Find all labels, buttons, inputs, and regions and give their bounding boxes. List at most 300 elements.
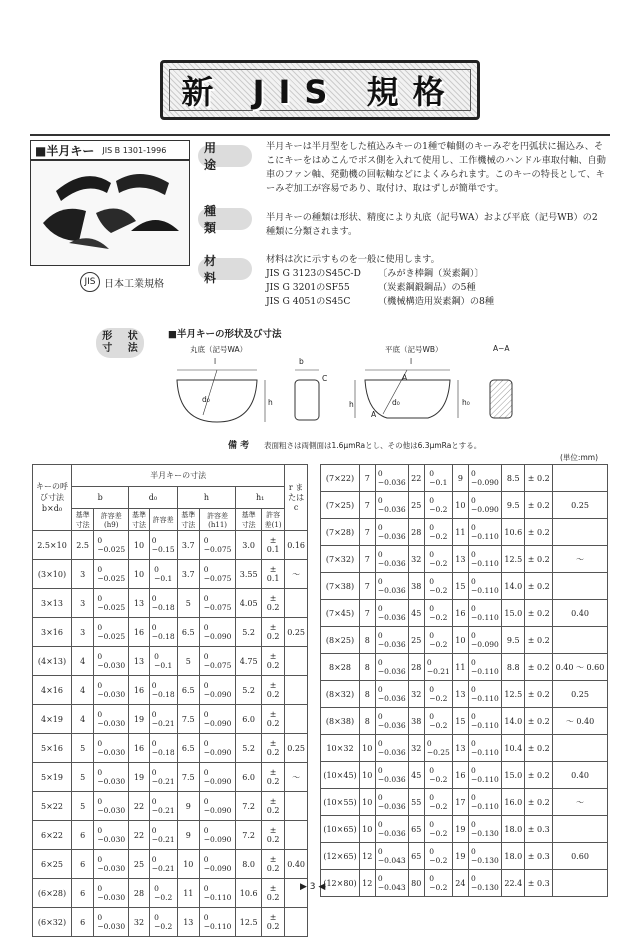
cell-ht: 0 −0.090 bbox=[199, 676, 235, 705]
dim-a2-wb: A bbox=[371, 410, 377, 419]
cell-b: 5 bbox=[72, 763, 94, 792]
table-row bbox=[321, 654, 608, 681]
page-title: 新 JIS 規格 bbox=[181, 73, 459, 111]
dim-h-wa: h bbox=[268, 398, 273, 407]
cell-b: 7 bbox=[360, 519, 376, 546]
materials-list bbox=[266, 267, 606, 309]
cell-ht: 0 −0.075 bbox=[199, 531, 235, 560]
cell-ht: 0 −0.110 bbox=[199, 879, 235, 908]
cell-bt: 0 −0.036 bbox=[375, 573, 408, 600]
cell-h1t: ± 0.2 bbox=[525, 519, 553, 546]
cell-key: (7×32) bbox=[321, 546, 360, 573]
cell-h: 7.5 bbox=[177, 763, 199, 792]
cell-ht: 0 −0.090 bbox=[199, 763, 235, 792]
cell-h1: 9.5 bbox=[502, 627, 525, 654]
cell-h1: 8.5 bbox=[502, 465, 525, 492]
table-row bbox=[321, 708, 608, 735]
cell-bt: 0 −0.036 bbox=[375, 789, 408, 816]
wb-label: 平底（記号WB） bbox=[385, 345, 443, 354]
cell-h1t: ± 0.2 bbox=[262, 821, 285, 850]
cell-b: 8 bbox=[360, 627, 376, 654]
table-row bbox=[33, 560, 308, 589]
cell-h: 15 bbox=[453, 708, 469, 735]
table-row bbox=[33, 763, 308, 792]
header-tol: 許容差 bbox=[149, 509, 177, 531]
header-d0: d₀ bbox=[129, 487, 177, 509]
cell-dt: 0 −0.18 bbox=[149, 734, 177, 763]
table-row bbox=[321, 789, 608, 816]
cell-dt: 0 −0.21 bbox=[149, 792, 177, 821]
cell-ht: 0 −0.075 bbox=[199, 560, 235, 589]
product-photo bbox=[30, 160, 190, 266]
cell-bt: 0 −0.030 bbox=[94, 676, 129, 705]
cell-b: 8 bbox=[360, 681, 376, 708]
cell-key: (7×28) bbox=[321, 519, 360, 546]
cell-h1: 12.5 bbox=[236, 908, 262, 937]
section-label-types: 種 類 bbox=[198, 208, 252, 230]
cell-dt: 0 −0.2 bbox=[149, 908, 177, 937]
cell-h1t: ± 0.3 bbox=[525, 870, 553, 897]
table-row bbox=[33, 676, 308, 705]
spec-table-right-body bbox=[321, 465, 608, 897]
table-row bbox=[33, 908, 308, 937]
cell-h: 10 bbox=[453, 492, 469, 519]
cell-d: 65 bbox=[409, 816, 425, 843]
cell-r bbox=[553, 627, 608, 654]
section-text-material: 材料は次に示すものを一般に使用します。 bbox=[266, 254, 440, 265]
cell-bt: 0 −0.036 bbox=[375, 654, 408, 681]
cell-h1t: ± 0.2 bbox=[262, 879, 285, 908]
cell-h1: 6.0 bbox=[236, 705, 262, 734]
cell-ht: 0 −0.075 bbox=[199, 647, 235, 676]
section-label-shape: 形 状 寸 法 bbox=[96, 328, 144, 358]
table-row bbox=[33, 618, 308, 647]
cell-h: 5 bbox=[177, 589, 199, 618]
cell-bt: 0 −0.036 bbox=[375, 465, 408, 492]
table-row bbox=[321, 465, 608, 492]
cell-b: 6 bbox=[72, 908, 94, 937]
cell-key: 4×19 bbox=[33, 705, 72, 734]
cell-d: 16 bbox=[129, 618, 149, 647]
cell-r bbox=[285, 705, 308, 734]
cell-d: 19 bbox=[129, 763, 149, 792]
spec-table-left bbox=[32, 464, 308, 937]
cell-r: 0.40 〜 0.60 bbox=[553, 654, 608, 681]
cell-ht: 0 −0.110 bbox=[468, 789, 501, 816]
cell-dt: 0 −0.2 bbox=[424, 708, 453, 735]
cell-h1: 5.2 bbox=[236, 676, 262, 705]
cell-h1: 18.0 bbox=[502, 843, 525, 870]
cell-bt: 0 −0.036 bbox=[375, 519, 408, 546]
cell-r: 0.40 bbox=[553, 762, 608, 789]
cell-dt: 0 −0.2 bbox=[424, 492, 453, 519]
section-aa-label: A−A bbox=[493, 344, 510, 353]
cell-key: 5×19 bbox=[33, 763, 72, 792]
cell-b: 7 bbox=[360, 600, 376, 627]
cell-h: 16 bbox=[453, 762, 469, 789]
cell-ht: 0 −0.090 bbox=[468, 627, 501, 654]
cell-d: 22 bbox=[129, 792, 149, 821]
cell-dt: 0 −0.2 bbox=[424, 816, 453, 843]
cell-key: 6×22 bbox=[33, 821, 72, 850]
cell-h1t: ± 0.3 bbox=[525, 816, 553, 843]
cell-ht: 0 −0.110 bbox=[199, 908, 235, 937]
cell-ht: 0 −0.110 bbox=[468, 600, 501, 627]
material-item: JIS G 4051のS45C （機械構造用炭素鋼）の8種 bbox=[266, 296, 495, 307]
section-label-material: 材 料 bbox=[198, 258, 252, 280]
cell-h1t: ± 0.2 bbox=[525, 708, 553, 735]
header-key: キーの呼び寸法 b×d₀ bbox=[33, 465, 72, 531]
cell-bt: 0 −0.025 bbox=[94, 589, 129, 618]
cell-bt: 0 −0.043 bbox=[375, 843, 408, 870]
cell-bt: 0 −0.036 bbox=[375, 600, 408, 627]
table-row bbox=[33, 531, 308, 560]
cell-key: (6×28) bbox=[33, 879, 72, 908]
cell-h: 6.5 bbox=[177, 618, 199, 647]
cell-r bbox=[285, 908, 308, 937]
cell-dt: 0 −0.2 bbox=[424, 627, 453, 654]
cell-h: 6.5 bbox=[177, 676, 199, 705]
dim-l-wa: l bbox=[214, 357, 217, 366]
cell-h: 6.5 bbox=[177, 734, 199, 763]
cell-dt: 0 −0.1 bbox=[149, 560, 177, 589]
cell-bt: 0 −0.025 bbox=[94, 560, 129, 589]
cell-h1t: ± 0.1 bbox=[262, 531, 285, 560]
cell-r: 〜 bbox=[553, 789, 608, 816]
cell-h1t: ± 0.2 bbox=[262, 676, 285, 705]
cell-dt: 0 −0.21 bbox=[149, 821, 177, 850]
cell-ht: 0 −0.090 bbox=[199, 734, 235, 763]
cell-bt: 0 −0.025 bbox=[94, 618, 129, 647]
cell-d: 13 bbox=[129, 647, 149, 676]
cell-h: 19 bbox=[453, 816, 469, 843]
cell-h: 13 bbox=[453, 546, 469, 573]
cell-r bbox=[553, 816, 608, 843]
cell-h1t: ± 0.2 bbox=[525, 681, 553, 708]
cell-h: 17 bbox=[453, 789, 469, 816]
cell-h1: 10.6 bbox=[236, 879, 262, 908]
cell-r bbox=[285, 647, 308, 676]
cell-h: 10 bbox=[177, 850, 199, 879]
cell-r: 〜 0.40 bbox=[553, 708, 608, 735]
cell-h: 10 bbox=[453, 627, 469, 654]
cell-ht: 0 −0.110 bbox=[468, 654, 501, 681]
cell-h1t: ± 0.2 bbox=[525, 627, 553, 654]
cell-bt: 0 −0.036 bbox=[375, 816, 408, 843]
cell-r bbox=[553, 465, 608, 492]
cell-d: 25 bbox=[409, 492, 425, 519]
jis-mark-label: 日本工業規格 bbox=[104, 278, 164, 290]
cell-ht: 0 −0.130 bbox=[468, 870, 501, 897]
table-row bbox=[33, 589, 308, 618]
cell-h1: 7.2 bbox=[236, 821, 262, 850]
cell-key: 5×22 bbox=[33, 792, 72, 821]
table-row bbox=[321, 762, 608, 789]
header-r: r または c bbox=[285, 465, 308, 531]
header-base: 基準寸法 bbox=[177, 509, 199, 531]
cell-key: (7×38) bbox=[321, 573, 360, 600]
cell-dt: 0 −0.2 bbox=[424, 870, 453, 897]
header-h1: h₁ bbox=[236, 487, 285, 509]
wa-label: 丸底（記号WA） bbox=[190, 345, 248, 354]
product-title-bar bbox=[30, 140, 190, 160]
cell-h1: 3.0 bbox=[236, 531, 262, 560]
cell-b: 12 bbox=[360, 843, 376, 870]
page-number: ▶ 3 ◀ bbox=[300, 882, 326, 892]
cell-h: 3.7 bbox=[177, 531, 199, 560]
cell-dt: 0 −0.2 bbox=[424, 573, 453, 600]
cell-d: 10 bbox=[129, 531, 149, 560]
cell-bt: 0 −0.030 bbox=[94, 705, 129, 734]
material-item: JIS G 3123のS45C-D 〔みがき棒鋼（炭素鋼）〕 bbox=[266, 268, 484, 279]
cell-b: 5 bbox=[72, 734, 94, 763]
cell-r bbox=[553, 573, 608, 600]
cell-d: 22 bbox=[129, 821, 149, 850]
table-row bbox=[321, 843, 608, 870]
cell-r: 0.40 bbox=[553, 600, 608, 627]
cell-ht: 0 −0.090 bbox=[199, 618, 235, 647]
table-row bbox=[321, 492, 608, 519]
cell-bt: 0 −0.030 bbox=[94, 908, 129, 937]
cell-b: 6 bbox=[72, 850, 94, 879]
cell-h1: 12.5 bbox=[502, 546, 525, 573]
cell-ht: 0 −0.075 bbox=[199, 589, 235, 618]
cell-b: 2.5 bbox=[72, 531, 94, 560]
cell-ht: 0 −0.130 bbox=[468, 843, 501, 870]
table-row bbox=[321, 816, 608, 843]
cell-h1: 12.5 bbox=[502, 681, 525, 708]
cell-b: 8 bbox=[360, 708, 376, 735]
header-rule bbox=[30, 134, 610, 136]
spec-table-left-body bbox=[33, 531, 308, 937]
dim-h-wb: h bbox=[349, 400, 354, 409]
cell-h: 9 bbox=[453, 465, 469, 492]
cell-b: 6 bbox=[72, 879, 94, 908]
dim-c-wa: C bbox=[322, 374, 328, 383]
cell-h1t: ± 0.2 bbox=[525, 654, 553, 681]
cell-h1t: ± 0.2 bbox=[262, 705, 285, 734]
dim-a-wb: A bbox=[402, 373, 408, 382]
table-row bbox=[33, 647, 308, 676]
cell-bt: 0 −0.030 bbox=[94, 879, 129, 908]
cell-ht: 0 −0.090 bbox=[468, 492, 501, 519]
cell-bt: 0 −0.025 bbox=[94, 531, 129, 560]
cell-h1t: ± 0.2 bbox=[525, 789, 553, 816]
cell-d: 19 bbox=[129, 705, 149, 734]
cell-key: 3×13 bbox=[33, 589, 72, 618]
cell-r: 0.40 bbox=[285, 850, 308, 879]
shape-diagram bbox=[165, 350, 525, 430]
cell-h1t: ± 0.2 bbox=[262, 792, 285, 821]
cell-bt: 0 −0.030 bbox=[94, 734, 129, 763]
note-label: 備 考 bbox=[228, 441, 250, 451]
jis-mark bbox=[80, 272, 164, 292]
cell-d: 32 bbox=[409, 735, 425, 762]
cell-h1t: ± 0.2 bbox=[262, 589, 285, 618]
cell-h1t: ± 0.2 bbox=[262, 618, 285, 647]
title-banner bbox=[160, 60, 480, 120]
cell-ht: 0 −0.110 bbox=[468, 519, 501, 546]
cell-h1: 5.2 bbox=[236, 618, 262, 647]
cell-key: 3×16 bbox=[33, 618, 72, 647]
cell-bt: 0 −0.036 bbox=[375, 762, 408, 789]
cell-d: 10 bbox=[129, 560, 149, 589]
header-h: h bbox=[177, 487, 236, 509]
cell-r: 0.16 bbox=[285, 531, 308, 560]
cell-d: 45 bbox=[409, 600, 425, 627]
cell-dt: 0 −0.1 bbox=[149, 647, 177, 676]
cell-b: 6 bbox=[72, 821, 94, 850]
header-group: 半月キーの寸法 bbox=[72, 465, 285, 487]
cell-h1t: ± 0.1 bbox=[262, 560, 285, 589]
table-row bbox=[321, 546, 608, 573]
dim-l-wb: l bbox=[410, 357, 413, 366]
section-text-types: 半月キーの種類は形状、精度により丸底（記号WA）および平底（記号WB）の2種類に分類されます。 bbox=[266, 212, 598, 237]
dim-d0-wb: d₀ bbox=[392, 398, 400, 407]
cell-bt: 0 −0.036 bbox=[375, 627, 408, 654]
cell-d: 13 bbox=[129, 589, 149, 618]
cell-h1: 8.8 bbox=[502, 654, 525, 681]
cell-dt: 0 −0.2 bbox=[424, 600, 453, 627]
cell-key: (10×45) bbox=[321, 762, 360, 789]
cell-r bbox=[553, 735, 608, 762]
cell-h: 13 bbox=[453, 681, 469, 708]
cell-h: 13 bbox=[177, 908, 199, 937]
cell-ht: 0 −0.110 bbox=[468, 546, 501, 573]
cell-d: 38 bbox=[409, 573, 425, 600]
cell-d: 25 bbox=[409, 627, 425, 654]
cell-ht: 0 −0.090 bbox=[199, 705, 235, 734]
cell-key: (6×32) bbox=[33, 908, 72, 937]
cell-b: 7 bbox=[360, 546, 376, 573]
product-standard: JIS B 1301-1996 bbox=[102, 145, 167, 155]
cell-h: 9 bbox=[177, 792, 199, 821]
table-row bbox=[321, 600, 608, 627]
cell-key: (7×22) bbox=[321, 465, 360, 492]
cell-d: 22 bbox=[409, 465, 425, 492]
cell-d: 16 bbox=[129, 734, 149, 763]
table-row bbox=[321, 627, 608, 654]
cell-bt: 0 −0.036 bbox=[375, 735, 408, 762]
cell-b: 3 bbox=[72, 618, 94, 647]
cell-dt: 0 −0.2 bbox=[424, 519, 453, 546]
product-title: ■半月キー bbox=[35, 143, 95, 158]
cell-dt: 0 −0.21 bbox=[149, 850, 177, 879]
cell-h: 16 bbox=[453, 600, 469, 627]
cell-b: 3 bbox=[72, 589, 94, 618]
cell-h1t: ± 0.2 bbox=[525, 762, 553, 789]
header-base: 基準寸法 bbox=[72, 509, 94, 531]
cell-key: (12×80) bbox=[321, 870, 360, 897]
cell-h1t: ± 0.2 bbox=[262, 647, 285, 676]
cell-r bbox=[285, 676, 308, 705]
cell-h: 11 bbox=[177, 879, 199, 908]
cell-key: (8×32) bbox=[321, 681, 360, 708]
cell-r: 0.25 bbox=[285, 734, 308, 763]
cell-key: (7×45) bbox=[321, 600, 360, 627]
cell-key: (8×25) bbox=[321, 627, 360, 654]
cell-b: 7 bbox=[360, 492, 376, 519]
cell-bt: 0 −0.030 bbox=[94, 850, 129, 879]
cell-h: 9 bbox=[177, 821, 199, 850]
table-row bbox=[321, 735, 608, 762]
header-b: b bbox=[72, 487, 129, 509]
cell-dt: 0 −0.2 bbox=[424, 762, 453, 789]
cell-bt: 0 −0.030 bbox=[94, 792, 129, 821]
cell-d: 16 bbox=[129, 676, 149, 705]
cell-dt: 0 −0.18 bbox=[149, 676, 177, 705]
cell-b: 4 bbox=[72, 647, 94, 676]
cell-h1t: ± 0.2 bbox=[525, 492, 553, 519]
cell-ht: 0 −0.110 bbox=[468, 735, 501, 762]
cell-key: (7×25) bbox=[321, 492, 360, 519]
cell-h: 24 bbox=[453, 870, 469, 897]
cell-key: (8×38) bbox=[321, 708, 360, 735]
cell-h: 19 bbox=[453, 843, 469, 870]
cell-h1t: ± 0.2 bbox=[262, 734, 285, 763]
cell-d: 32 bbox=[409, 546, 425, 573]
cell-h1: 9.5 bbox=[502, 492, 525, 519]
table-row bbox=[321, 681, 608, 708]
cell-r: 0.25 bbox=[553, 492, 608, 519]
cell-b: 5 bbox=[72, 792, 94, 821]
cell-dt: 0 −0.2 bbox=[424, 546, 453, 573]
cell-bt: 0 −0.030 bbox=[94, 763, 129, 792]
cell-r bbox=[285, 589, 308, 618]
cell-h1t: ± 0.2 bbox=[525, 735, 553, 762]
table-row bbox=[321, 573, 608, 600]
dim-b-wa: b bbox=[299, 357, 304, 366]
cell-b: 10 bbox=[360, 762, 376, 789]
cell-dt: 0 −0.2 bbox=[149, 879, 177, 908]
section-label-use: 用 途 bbox=[198, 145, 252, 167]
table-row bbox=[33, 821, 308, 850]
title-banner-inner bbox=[169, 69, 471, 111]
cell-dt: 0 −0.2 bbox=[424, 843, 453, 870]
cell-h: 3.7 bbox=[177, 560, 199, 589]
cell-d: 28 bbox=[129, 879, 149, 908]
cell-key: (3×10) bbox=[33, 560, 72, 589]
cell-dt: 0 −0.18 bbox=[149, 589, 177, 618]
cell-ht: 0 −0.090 bbox=[199, 792, 235, 821]
cell-h: 15 bbox=[453, 573, 469, 600]
cell-h1: 14.0 bbox=[502, 573, 525, 600]
spec-table-right bbox=[320, 464, 608, 897]
cell-ht: 0 −0.130 bbox=[468, 816, 501, 843]
dim-d0-wa: d₀ bbox=[202, 395, 210, 404]
cell-dt: 0 −0.2 bbox=[424, 681, 453, 708]
dim-h0-wb: h₀ bbox=[462, 398, 470, 407]
cell-h1: 10.6 bbox=[502, 519, 525, 546]
note-text: 表面粗さは両側面は1.6μmRaとし、その他は6.3μmRaとする。 bbox=[264, 441, 482, 450]
cell-d: 80 bbox=[409, 870, 425, 897]
cell-ht: 0 −0.110 bbox=[468, 762, 501, 789]
cell-r bbox=[553, 519, 608, 546]
cell-bt: 0 −0.036 bbox=[375, 708, 408, 735]
cell-ht: 0 −0.110 bbox=[468, 708, 501, 735]
cell-d: 28 bbox=[409, 519, 425, 546]
cell-r: 0.25 bbox=[553, 681, 608, 708]
cell-bt: 0 −0.036 bbox=[375, 492, 408, 519]
cell-bt: 0 −0.036 bbox=[375, 681, 408, 708]
cell-dt: 0 −0.15 bbox=[149, 531, 177, 560]
cell-r bbox=[285, 792, 308, 821]
cell-key: (4×13) bbox=[33, 647, 72, 676]
cell-h: 11 bbox=[453, 519, 469, 546]
table-row bbox=[33, 879, 308, 908]
header-tol-h11: 許容差(h11) bbox=[199, 509, 235, 531]
diagram-title: ■半月キーの形状及び寸法 bbox=[168, 329, 282, 340]
